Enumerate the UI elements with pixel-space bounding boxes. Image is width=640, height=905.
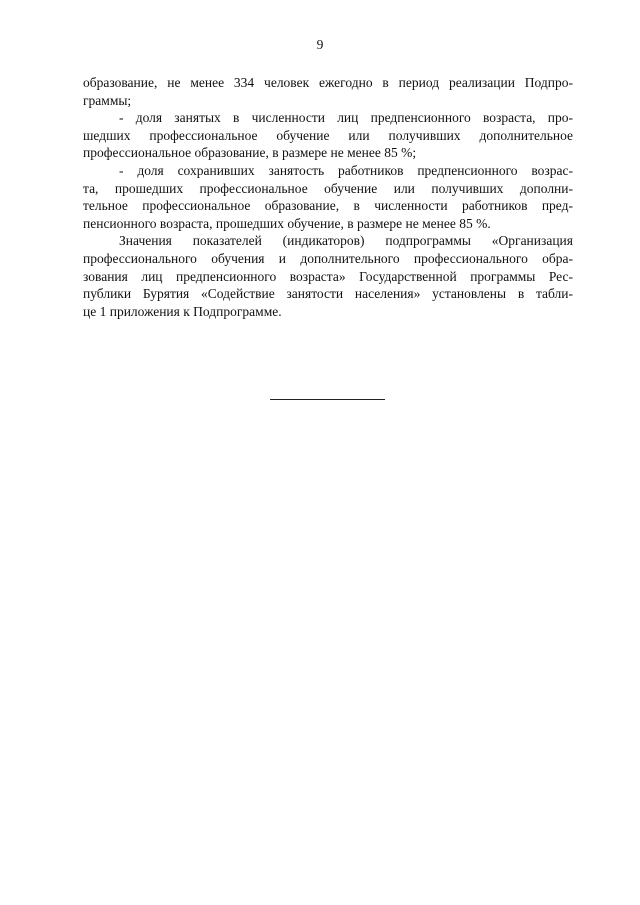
- end-separator-line: [270, 399, 385, 400]
- text-line: зования лиц предпенсионного возраста» Государственной программы Рес-: [83, 268, 573, 284]
- page-number: 9: [316, 37, 324, 52]
- text-line: - доля занятых в численности лиц предпенсионного возраста, про-: [119, 110, 573, 126]
- text-line: це 1 приложения к Подпрограмме.: [83, 303, 282, 319]
- paragraph-indicator-values: [83, 232, 573, 320]
- text-line: пенсионного возраста, прошедших обучение, в размере не менее 85 %.: [83, 215, 491, 231]
- text-line: шедших профессиональное обучение или получивших дополнительное: [83, 127, 573, 143]
- document-body: [83, 74, 573, 320]
- paragraph-continuation: [83, 74, 573, 109]
- text-line: - доля сохранивших занятость работников предпенсионного возрас-: [119, 162, 573, 178]
- paragraph-retained-employment-share: [83, 162, 573, 232]
- text-line: профессионального обучения и дополнительного профессионального обра-: [83, 250, 573, 266]
- text-line: та, прошедших профессиональное обучение или получивших дополни-: [83, 180, 573, 196]
- text-line: тельное профессиональное образование, в численности работников пред-: [83, 198, 573, 214]
- text-line: граммы;: [83, 92, 132, 108]
- paragraph-employment-share: [83, 109, 573, 162]
- text-line: публики Бурятия «Содействие занятости населения» установлены в табли-: [83, 286, 573, 302]
- text-line: профессиональное образование, в размере не менее 85 %;: [83, 145, 417, 161]
- text-line: образование, не менее 334 человек ежегодно в период реализации Подпро-: [83, 75, 573, 90]
- text-line: Значения показателей (индикаторов) подпрограммы «Организация: [119, 233, 573, 249]
